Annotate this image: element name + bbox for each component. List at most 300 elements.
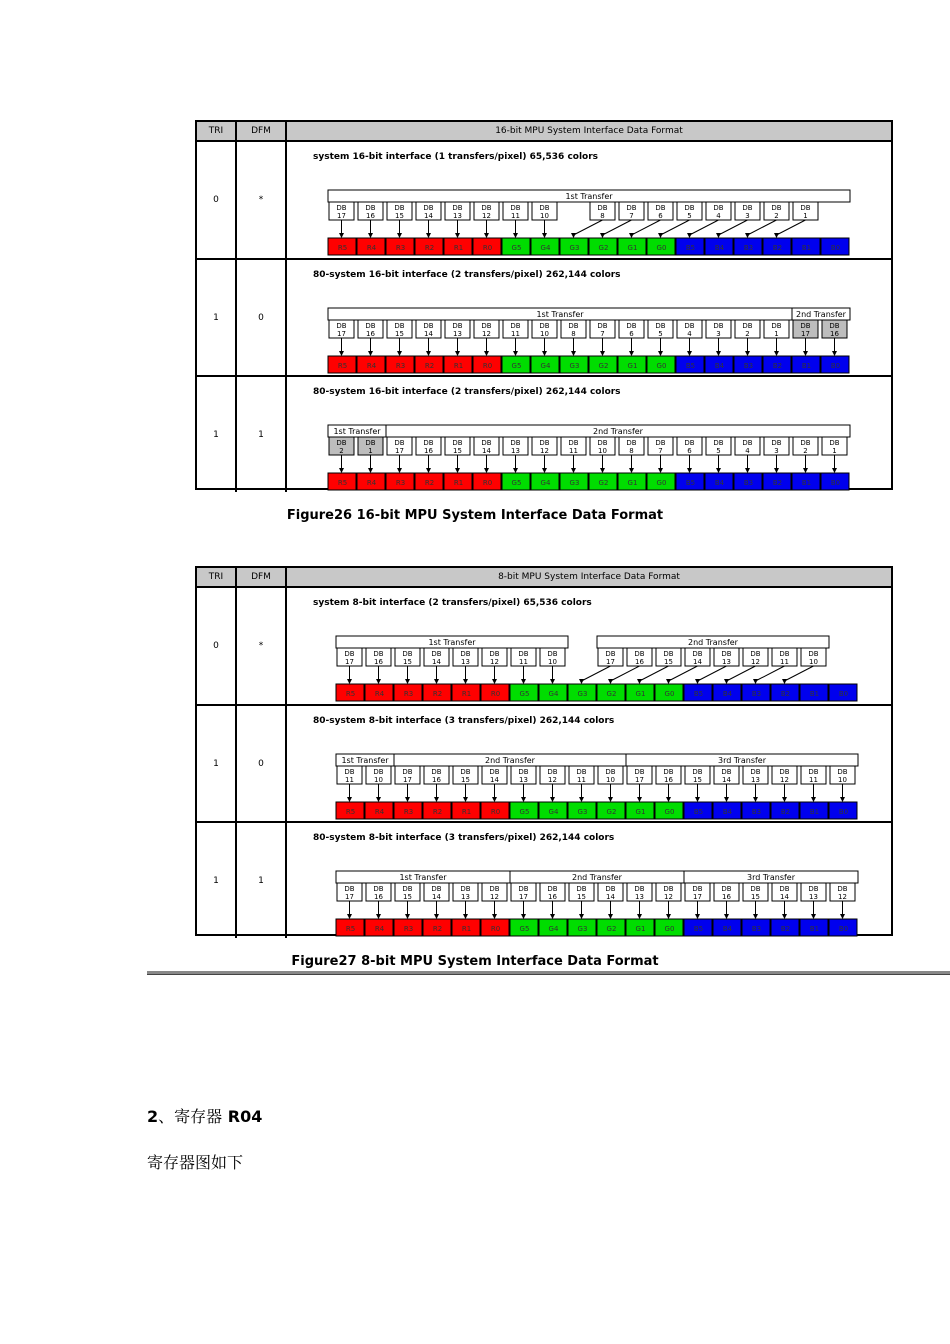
transfer-group-label: 2nd Transfer bbox=[688, 638, 738, 647]
diagram-cell bbox=[287, 588, 891, 704]
transfer-group-label: 1st Transfer bbox=[565, 192, 613, 201]
diagram-cell bbox=[287, 142, 891, 258]
mapping-arrow bbox=[603, 220, 632, 235]
db-label: DB bbox=[518, 768, 529, 776]
pixel-label: G4 bbox=[548, 690, 559, 698]
db-label: DB bbox=[373, 768, 384, 776]
transfer-group-label: 2nd Transfer bbox=[796, 310, 846, 319]
pixel-label: B0 bbox=[830, 362, 841, 370]
header-title: 16-bit MPU System Interface Data Format bbox=[495, 126, 683, 136]
arrow-head bbox=[811, 914, 816, 919]
db-label: DB bbox=[808, 650, 819, 658]
arrow-head bbox=[629, 233, 634, 238]
row-title: 80-system 16-bit interface (2 transfers/pixel) 262,144 colors bbox=[313, 270, 621, 280]
db-label: DB bbox=[663, 768, 674, 776]
pixel-label: B4 bbox=[722, 925, 733, 933]
arrow-head bbox=[637, 797, 642, 802]
db-label: DB bbox=[829, 322, 840, 330]
tri-value: 1 bbox=[197, 377, 237, 492]
db-number: 10 bbox=[838, 776, 847, 784]
pixel-label: G0 bbox=[664, 690, 675, 698]
db-label: DB bbox=[481, 322, 492, 330]
db-label: DB bbox=[655, 204, 666, 212]
db-number: 10 bbox=[548, 658, 557, 666]
pixel-label: R1 bbox=[461, 808, 472, 816]
dfm-value: * bbox=[237, 588, 287, 704]
dfm-value: * bbox=[237, 142, 287, 258]
pixel-label: G1 bbox=[627, 479, 638, 487]
arrow-head bbox=[550, 679, 555, 684]
arrow-head bbox=[753, 797, 758, 802]
transfer-group-label: 2nd Transfer bbox=[593, 427, 643, 436]
db-number: 11 bbox=[345, 776, 354, 784]
arrow-head bbox=[339, 468, 344, 473]
section-heading bbox=[147, 1104, 262, 1127]
db-number: 11 bbox=[511, 212, 520, 220]
row-title: 80-system 8-bit interface (3 transfers/pixel) 262,144 colors bbox=[313, 716, 615, 726]
db-number: 16 bbox=[548, 893, 557, 901]
db-number: 15 bbox=[751, 893, 760, 901]
pixel-label: R5 bbox=[337, 244, 348, 252]
pixel-label: R3 bbox=[403, 808, 414, 816]
arrow-head bbox=[774, 468, 779, 473]
pixel-label: G0 bbox=[664, 808, 675, 816]
db-number: 8 bbox=[629, 447, 634, 455]
db-label: DB bbox=[344, 650, 355, 658]
db-number: 3 bbox=[716, 330, 721, 338]
pixel-label: R4 bbox=[374, 690, 385, 698]
pixel-label: B0 bbox=[838, 690, 849, 698]
arrow-head bbox=[658, 351, 663, 356]
pixel-label: B2 bbox=[772, 244, 783, 252]
transfer-group-label: 2nd Transfer bbox=[572, 873, 622, 882]
pixel-label: G5 bbox=[519, 808, 530, 816]
db-number: 16 bbox=[722, 893, 731, 901]
bit-mapping-diagram bbox=[287, 260, 893, 375]
pixel-label: G0 bbox=[656, 244, 667, 252]
db-number: 6 bbox=[658, 212, 663, 220]
arrow-head bbox=[434, 914, 439, 919]
db-number: 2 bbox=[745, 330, 750, 338]
db-number: 13 bbox=[511, 447, 520, 455]
pixel-label: G1 bbox=[635, 925, 646, 933]
pixel-label: B5 bbox=[685, 362, 696, 370]
mapping-arrow bbox=[611, 666, 640, 681]
pixel-label: G2 bbox=[598, 479, 609, 487]
diagram-cell bbox=[287, 706, 891, 821]
pixel-label: B4 bbox=[722, 808, 733, 816]
db-number: 13 bbox=[809, 893, 818, 901]
arrow-head bbox=[695, 914, 700, 919]
arrow-head bbox=[608, 679, 613, 684]
db-number: 16 bbox=[366, 330, 375, 338]
pixel-label: G5 bbox=[519, 690, 530, 698]
pixel-label: B3 bbox=[743, 244, 754, 252]
db-number: 6 bbox=[629, 330, 634, 338]
mapping-arrow bbox=[777, 220, 806, 235]
db-number: 13 bbox=[519, 776, 528, 784]
section-number: 2 bbox=[147, 1107, 159, 1126]
arrow-head bbox=[600, 468, 605, 473]
arrow-head bbox=[347, 797, 352, 802]
arrow-head bbox=[347, 914, 352, 919]
arrow-head bbox=[492, 679, 497, 684]
db-label: DB bbox=[626, 439, 637, 447]
arrow-head bbox=[637, 679, 642, 684]
mapping-arrow bbox=[698, 666, 727, 681]
pixel-label: R1 bbox=[453, 362, 464, 370]
db-number: 14 bbox=[424, 330, 433, 338]
transfer-group-label: 1st Transfer bbox=[399, 873, 447, 882]
db-label: DB bbox=[336, 322, 347, 330]
register-name: R04 bbox=[227, 1107, 263, 1126]
arrow-head bbox=[550, 914, 555, 919]
db-number: 13 bbox=[722, 658, 731, 666]
bit-mapping-diagram bbox=[287, 142, 893, 258]
db-number: 10 bbox=[606, 776, 615, 784]
pixel-label: R2 bbox=[432, 925, 443, 933]
pixel-label: R0 bbox=[482, 362, 493, 370]
pixel-label: R2 bbox=[424, 362, 435, 370]
db-number: 12 bbox=[664, 893, 673, 901]
arrow-head bbox=[550, 797, 555, 802]
db-number: 10 bbox=[540, 212, 549, 220]
db-number: 16 bbox=[664, 776, 673, 784]
db-label: DB bbox=[568, 322, 579, 330]
arrow-head bbox=[803, 351, 808, 356]
mapping-arrow bbox=[632, 220, 661, 235]
db-label: DB bbox=[481, 204, 492, 212]
db-label: DB bbox=[394, 439, 405, 447]
db-label: DB bbox=[634, 885, 645, 893]
db-number: 1 bbox=[774, 330, 779, 338]
pixel-label: B2 bbox=[780, 690, 791, 698]
pixel-label: B3 bbox=[743, 479, 754, 487]
pixel-label: G2 bbox=[606, 690, 617, 698]
arrow-head bbox=[376, 797, 381, 802]
mapping-arrow bbox=[785, 666, 814, 681]
db-number: 11 bbox=[569, 447, 578, 455]
db-number: 15 bbox=[577, 893, 586, 901]
arrow-head bbox=[405, 797, 410, 802]
arrow-head bbox=[658, 233, 663, 238]
pixel-label: G3 bbox=[569, 362, 580, 370]
db-label: DB bbox=[713, 322, 724, 330]
pixel-label: B2 bbox=[772, 479, 783, 487]
db-number: 11 bbox=[809, 776, 818, 784]
db-label: DB bbox=[742, 204, 753, 212]
db-number: 1 bbox=[803, 212, 808, 220]
arrow-head bbox=[542, 468, 547, 473]
db-label: DB bbox=[800, 439, 811, 447]
arrow-head bbox=[484, 351, 489, 356]
db-label: DB bbox=[402, 768, 413, 776]
db-label: DB bbox=[750, 768, 761, 776]
arrow-head bbox=[426, 351, 431, 356]
pixel-label: G0 bbox=[656, 362, 667, 370]
db-label: DB bbox=[373, 650, 384, 658]
db-number: 14 bbox=[432, 893, 441, 901]
db-number: 17 bbox=[345, 658, 354, 666]
db-number: 12 bbox=[490, 658, 499, 666]
arrow-head bbox=[666, 679, 671, 684]
db-number: 10 bbox=[540, 330, 549, 338]
db-label: DB bbox=[365, 204, 376, 212]
db-number: 16 bbox=[374, 893, 383, 901]
db-label: DB bbox=[365, 322, 376, 330]
arrow-head bbox=[405, 914, 410, 919]
db-label: DB bbox=[394, 204, 405, 212]
db-label: DB bbox=[336, 204, 347, 212]
db-label: DB bbox=[800, 204, 811, 212]
db-label: DB bbox=[489, 885, 500, 893]
db-number: 15 bbox=[395, 212, 404, 220]
arrow-head bbox=[463, 679, 468, 684]
db-number: 10 bbox=[809, 658, 818, 666]
arrow-head bbox=[724, 679, 729, 684]
arrow-head bbox=[782, 914, 787, 919]
arrow-head bbox=[542, 233, 547, 238]
db-number: 16 bbox=[424, 447, 433, 455]
arrow-head bbox=[571, 351, 576, 356]
transfer-group-label: 1st Transfer bbox=[341, 756, 389, 765]
arrow-head bbox=[521, 797, 526, 802]
arrow-head bbox=[579, 797, 584, 802]
pixel-label: R5 bbox=[337, 362, 348, 370]
pixel-label: R4 bbox=[366, 244, 377, 252]
db-number: 17 bbox=[337, 330, 346, 338]
bit-mapping-diagram bbox=[287, 823, 893, 938]
db-label: DB bbox=[373, 885, 384, 893]
db-label: DB bbox=[423, 322, 434, 330]
mapping-arrow bbox=[690, 220, 719, 235]
row-title: 80-system 16-bit interface (2 transfers/pixel) 262,144 colors bbox=[313, 387, 621, 397]
db-number: 17 bbox=[606, 658, 615, 666]
pixel-label: R4 bbox=[374, 925, 385, 933]
db-number: 15 bbox=[403, 658, 412, 666]
bit-mapping-diagram bbox=[287, 588, 893, 704]
arrow-head bbox=[397, 468, 402, 473]
pixel-label: B1 bbox=[801, 479, 812, 487]
pixel-label: R0 bbox=[490, 925, 501, 933]
db-label: DB bbox=[808, 768, 819, 776]
mapping-arrow bbox=[756, 666, 785, 681]
arrow-head bbox=[716, 233, 721, 238]
db-label: DB bbox=[547, 768, 558, 776]
db-number: 8 bbox=[600, 212, 605, 220]
mapping-arrow bbox=[727, 666, 756, 681]
arrow-head bbox=[608, 797, 613, 802]
pixel-label: B3 bbox=[751, 690, 762, 698]
db-label: DB bbox=[568, 439, 579, 447]
db-number: 2 bbox=[803, 447, 808, 455]
arrow-head bbox=[542, 351, 547, 356]
pixel-label: R5 bbox=[337, 479, 348, 487]
db-label: DB bbox=[394, 322, 405, 330]
section-title: 寄存器 bbox=[174, 1107, 223, 1126]
arrow-head bbox=[666, 797, 671, 802]
db-number: 14 bbox=[482, 447, 491, 455]
pixel-label: B5 bbox=[693, 925, 704, 933]
arrow-head bbox=[339, 233, 344, 238]
db-label: DB bbox=[684, 322, 695, 330]
db-number: 12 bbox=[751, 658, 760, 666]
pixel-label: B2 bbox=[780, 808, 791, 816]
pixel-label: G5 bbox=[511, 362, 522, 370]
bit-mapping-diagram bbox=[287, 706, 893, 821]
arrow-head bbox=[484, 233, 489, 238]
table-header bbox=[197, 568, 891, 588]
db-number: 15 bbox=[664, 658, 673, 666]
db-label: DB bbox=[692, 885, 703, 893]
pixel-label: B4 bbox=[722, 690, 733, 698]
horizontal-rule bbox=[147, 971, 950, 975]
db-number: 8 bbox=[571, 330, 576, 338]
transfer-group-label: 1st Transfer bbox=[536, 310, 584, 319]
db-label: DB bbox=[423, 439, 434, 447]
db-label: DB bbox=[402, 650, 413, 658]
pixel-label: G1 bbox=[635, 690, 646, 698]
db-label: DB bbox=[510, 439, 521, 447]
header-dfm: DFM bbox=[237, 568, 287, 586]
db-label: DB bbox=[481, 439, 492, 447]
db-label: DB bbox=[402, 885, 413, 893]
db-label: DB bbox=[771, 322, 782, 330]
db-label: DB bbox=[721, 885, 732, 893]
db-label: DB bbox=[344, 768, 355, 776]
pixel-label: R0 bbox=[490, 690, 501, 698]
pixel-label: R2 bbox=[432, 808, 443, 816]
db-number: 15 bbox=[453, 447, 462, 455]
header-tri: TRI bbox=[197, 568, 237, 586]
arrow-head bbox=[492, 797, 497, 802]
arrow-head bbox=[484, 468, 489, 473]
arrow-head bbox=[782, 679, 787, 684]
db-number: 11 bbox=[511, 330, 520, 338]
mapping-arrow bbox=[719, 220, 748, 235]
db-label: DB bbox=[837, 768, 848, 776]
transfer-group-label: 2nd Transfer bbox=[485, 756, 535, 765]
arrow-head bbox=[840, 797, 845, 802]
db-label: DB bbox=[431, 768, 442, 776]
pixel-label: G3 bbox=[569, 479, 580, 487]
db-label: DB bbox=[634, 650, 645, 658]
arrow-head bbox=[376, 914, 381, 919]
db-label: DB bbox=[431, 650, 442, 658]
db-number: 12 bbox=[838, 893, 847, 901]
pixel-label: R4 bbox=[374, 808, 385, 816]
arrow-head bbox=[455, 468, 460, 473]
pixel-label: B0 bbox=[830, 479, 841, 487]
db-number: 14 bbox=[424, 212, 433, 220]
arrow-head bbox=[397, 233, 402, 238]
arrow-head bbox=[376, 679, 381, 684]
db-number: 13 bbox=[461, 893, 470, 901]
db-number: 13 bbox=[461, 658, 470, 666]
db-number: 17 bbox=[345, 893, 354, 901]
pixel-label: G5 bbox=[519, 925, 530, 933]
db-label: DB bbox=[336, 439, 347, 447]
db-number: 13 bbox=[635, 893, 644, 901]
db-label: DB bbox=[626, 204, 637, 212]
db-label: DB bbox=[634, 768, 645, 776]
pixel-label: G2 bbox=[598, 362, 609, 370]
pixel-label: R0 bbox=[482, 244, 493, 252]
db-label: DB bbox=[431, 885, 442, 893]
db-label: DB bbox=[547, 885, 558, 893]
db-number: 2 bbox=[339, 447, 344, 455]
db-label: DB bbox=[423, 204, 434, 212]
arrow-head bbox=[513, 351, 518, 356]
mapping-arrow bbox=[669, 666, 698, 681]
pixel-label: G4 bbox=[540, 362, 551, 370]
pixel-label: G4 bbox=[548, 808, 559, 816]
arrow-head bbox=[513, 233, 518, 238]
tri-value: 1 bbox=[197, 706, 237, 821]
db-number: 7 bbox=[600, 330, 605, 338]
db-number: 16 bbox=[432, 776, 441, 784]
arrow-head bbox=[579, 914, 584, 919]
db-number: 13 bbox=[453, 212, 462, 220]
dfm-value: 0 bbox=[237, 260, 287, 375]
db-label: DB bbox=[460, 885, 471, 893]
mapping-arrow bbox=[640, 666, 669, 681]
pixel-label: B2 bbox=[772, 362, 783, 370]
row-title: 80-system 8-bit interface (3 transfers/pixel) 262,144 colors bbox=[313, 833, 615, 843]
arrow-head bbox=[571, 233, 576, 238]
mapping-arrow bbox=[748, 220, 777, 235]
db-label: DB bbox=[510, 322, 521, 330]
arrow-head bbox=[803, 468, 808, 473]
arrow-head bbox=[339, 351, 344, 356]
arrow-head bbox=[695, 679, 700, 684]
pixel-label: G2 bbox=[598, 244, 609, 252]
arrow-head bbox=[368, 468, 373, 473]
pixel-label: B0 bbox=[838, 808, 849, 816]
db-number: 11 bbox=[577, 776, 586, 784]
arrow-head bbox=[571, 468, 576, 473]
pixel-label: B1 bbox=[809, 808, 820, 816]
db-label: DB bbox=[771, 204, 782, 212]
db-label: DB bbox=[742, 439, 753, 447]
pixel-label: G3 bbox=[569, 244, 580, 252]
pixel-label: B1 bbox=[801, 244, 812, 252]
header-tri: TRI bbox=[197, 122, 237, 140]
mapping-arrow bbox=[582, 666, 611, 681]
pixel-label: G4 bbox=[548, 925, 559, 933]
db-label: DB bbox=[808, 885, 819, 893]
db-number: 17 bbox=[395, 447, 404, 455]
db-number: 13 bbox=[453, 330, 462, 338]
pixel-label: R1 bbox=[461, 925, 472, 933]
arrow-head bbox=[600, 351, 605, 356]
db-number: 3 bbox=[774, 447, 779, 455]
db-label: DB bbox=[829, 439, 840, 447]
db-label: DB bbox=[721, 768, 732, 776]
diagram-cell bbox=[287, 377, 891, 492]
arrow-head bbox=[579, 679, 584, 684]
pixel-label: G2 bbox=[606, 925, 617, 933]
db-number: 11 bbox=[780, 658, 789, 666]
pixel-label: R2 bbox=[424, 244, 435, 252]
pixel-label: R2 bbox=[424, 479, 435, 487]
pixel-label: G3 bbox=[577, 690, 588, 698]
db-label: DB bbox=[779, 650, 790, 658]
pixel-label: R2 bbox=[432, 690, 443, 698]
pixel-label: B2 bbox=[780, 925, 791, 933]
db-label: DB bbox=[800, 322, 811, 330]
arrow-head bbox=[745, 468, 750, 473]
